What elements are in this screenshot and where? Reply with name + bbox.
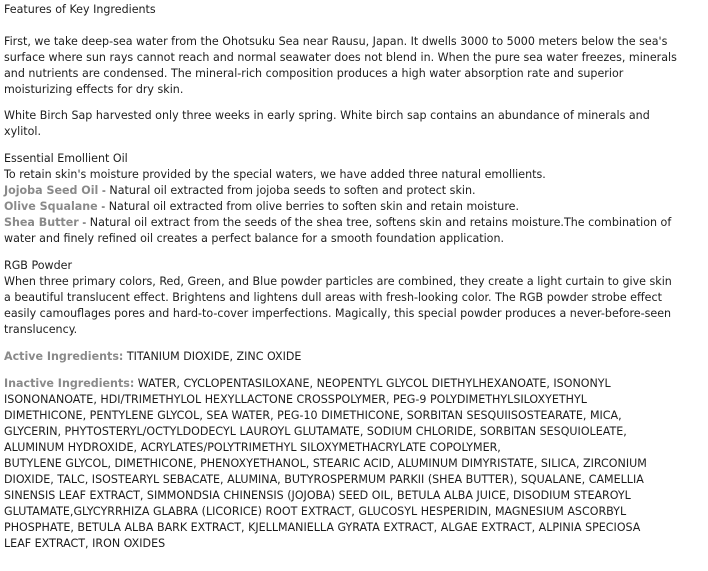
inactive-line: ISONONANOATE, HDI/TRIMETHYLOL HEXYLLACTONE CROSSPOLYMER, PEG-9 POLYDIMETHYLSILOXYETHYL (4, 393, 587, 406)
emollient-heading: Essential Emollient Oil (4, 152, 128, 165)
inactive-line: GLUTAMATE,GLYCYRRHIZA GLABRA (LICORICE) ROOT EXTRACT, GLUCOSYL HESPERIDIN, MAGNESIUM ASCORBYL (4, 505, 627, 518)
birch-paragraph (4, 108, 704, 140)
olive-desc: - Natural oil extracted from olive berries to soften skin and retain moisture. (97, 200, 519, 213)
intro-paragraph (4, 34, 704, 98)
birch-line: White Birch Sap harvested only three weeks in early spring. White birch sap contains an abundance of minerals and (4, 109, 650, 122)
emollient-section (4, 151, 704, 247)
jojoba-line (4, 183, 704, 199)
jojoba-desc: - Natural oil extracted from jojoba seeds to soften and protect skin. (98, 184, 476, 197)
active-value: TITANIUM DIOXIDE, ZINC OXIDE (123, 350, 302, 363)
olive-line (4, 199, 704, 215)
rgb-line: translucency. (4, 323, 78, 336)
rgb-line: easily camouflages pores and hard-to-cover imperfections. Magically, this special powder produces a never-before-seen (4, 307, 672, 320)
olive-label: Olive Squalane (4, 200, 98, 213)
rgb-heading: RGB Powder (4, 259, 73, 272)
rgb-line: When three primary colors, Red, Green, and Blue powder particles are combined, they create a light curtain to give skin (4, 275, 672, 288)
inactive-line: LEAF EXTRACT, IRON OXIDES (4, 537, 166, 550)
rgb-section (4, 258, 704, 338)
inactive-line: ALUMINUM HYDROXIDE, ACRYLATES/POLYTRIMETHYL SILOXYMETHACRYLATE COPOLYMER, (4, 441, 501, 454)
inactive-value: WATER, CYCLOPENTASILOXANE, NEOPENTYL GLYCOL DIETHYLHEXANOATE, ISONONYL (134, 377, 611, 390)
active-label: Active Ingredients: (4, 350, 124, 363)
title-text: Features of Key Ingredients (4, 3, 156, 16)
inactive-line: GLYCERIN, PHYTOSTERYL/OCTYLDODECYL LAUROYL GLUTAMATE, SODIUM CHLORIDE, SORBITAN SESQUIOLEATE, (4, 425, 627, 438)
shea-line-cont: water and finely refined oil creates a perfect balance for a smooth foundation application. (4, 232, 505, 245)
rgb-line: a beautiful translucent effect. Brightens and lightens dull areas with fresh-looking color. The RGB powder strobe effect (4, 291, 662, 304)
jojoba-label: Jojoba Seed Oil (4, 184, 99, 197)
inactive-line: PHOSPHATE, BETULA ALBA BARK EXTRACT, KJELLMANIELLA GYRATA EXTRACT, ALGAE EXTRACT, ALPINIA SPECIOSA (4, 521, 641, 534)
page-title (4, 2, 704, 18)
intro-line: moisturizing effects for dry skin. (4, 83, 184, 96)
active-line (4, 349, 704, 365)
birch-line: xylitol. (4, 125, 42, 138)
intro-line: First, we take deep-sea water from the Ohotsuku Sea near Rausu, Japan. It dwells 3000 to 5000 meters below the sea's (4, 35, 668, 48)
inactive-label: Inactive Ingredients: (4, 377, 135, 390)
inactive-line: SINENSIS LEAF EXTRACT, SIMMONDSIA CHINENSIS (JOJOBA) SEED OIL, BETULA ALBA JUICE, DISODIUM STEAROYL (4, 489, 631, 502)
inactive-line: BUTYLENE GLYCOL, DIMETHICONE, PHENOXYETHANOL, STEARIC ACID, ALUMINUM DIMYRISTATE, SILICA, ZIRCONIUM (4, 457, 647, 470)
shea-desc: - Natural oil extract from the seeds of the shea tree, softens skin and retains moisture.The combination of (78, 216, 672, 229)
inactive-line (4, 376, 704, 392)
shea-label: Shea Butter (4, 216, 79, 229)
intro-line: surface where sun rays cannot reach and normal seawater does not blend in. When the pure sea water freezes, minerals (4, 51, 677, 64)
intro-line: and nutrients are condensed. The mineral-rich composition produces a high water absorption rate and superior (4, 67, 624, 80)
inactive-ingredients (4, 376, 704, 552)
inactive-line: DIOXIDE, TALC, ISOSTEARYL SEBACATE, ALUMINA, BUTYROSPERMUM PARKII (SHEA BUTTER), SQUALANE, CAMELLIA (4, 473, 644, 486)
emollient-intro: To retain skin's moisture provided by the special waters, we have added three natural emollients. (4, 168, 546, 181)
active-ingredients (4, 349, 704, 365)
inactive-line: DIMETHICONE, PENTYLENE GLYCOL, SEA WATER, PEG-10 DIMETHICONE, SORBITAN SESQUIISOSTEARATE, MICA, (4, 409, 622, 422)
shea-line (4, 215, 704, 231)
